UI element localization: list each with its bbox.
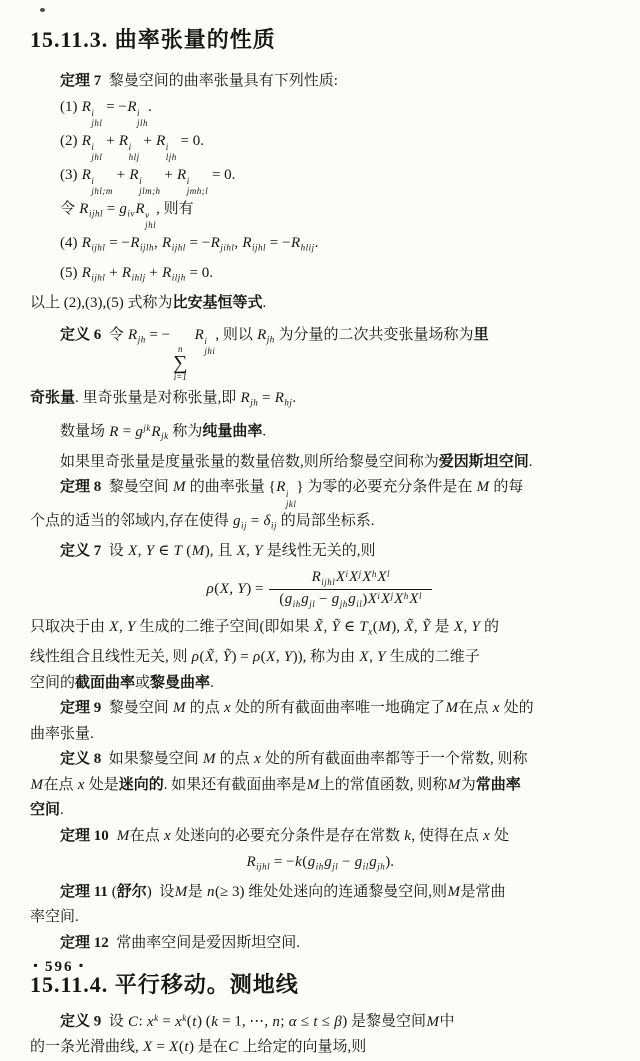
depends-line-1: 只取决于由 X, Y 生成的二维子空间(即如果 X̃, Ỹ ∈ $T_x(M)$, X̃, Ỹ 是 X, Y 的 <box>30 619 500 637</box>
property-2-line: (2) R i jhl + R i hlj + R i ljh = 0. <box>60 132 204 163</box>
fraction <box>269 570 432 609</box>
einstein-space-line: 如果里奇张量是度量张量的数量倍数,则所给黎曼空间称为爱因斯坦空间. <box>60 453 533 470</box>
property-3-line: (3) R i jhl;m + R i jlm;h + R i jmh;l = 0. <box>60 166 236 197</box>
property-5-line: (5) $R_{ijhl} + R_{ihlj} + R_{iljh} = 0$. <box>60 264 213 283</box>
definition-9-line-1: 定义 9 设 C: $x^k = x^k(t) (k = 1$, ⋯, n; α ≤ t ≤ β) 是黎曼空间M中 <box>60 1013 455 1030</box>
document-content <box>30 25 610 1061</box>
scalar-curvature-line: 数量场 $R = g^{jk}R_{jk}$ 称为纯量曲率. <box>60 423 267 442</box>
definition-6-line: 定义 6 令 $R_{jh}$ = − n ∑ i=1 R i jhi , 则以 $R_{jh}$ 为分量的二次共变张量场称为里 <box>60 326 489 382</box>
bianchi-note-line: 以上 (2),(3),(5) 式称为比安基恒等式. <box>30 295 267 311</box>
property-1-line: (1) R i jhl = −R i jlh . <box>60 98 152 129</box>
theorem-10-line: 定理 10 M在点 x 处迷向的必要充分条件是存在常数 k, 使得在点 x 处 <box>60 827 510 844</box>
definition-8-line-3: 空间. <box>30 802 64 819</box>
theorem-8-line-2: 个点的适当的邻域内,存在使得 $g_{ij} = \delta_{ij}$ 的局部坐标系. <box>30 513 375 531</box>
isotropic-formula: $R_{ijhl} = -k(g_{ih}g_{jl} - g_{il}g_{jh})$. <box>246 854 395 872</box>
depends-line-2: 线性组合且线性无关, 则 ρ(X̃, Ỹ) = ρ(X, Y)), 称为由 X, Y 生成的二维子 <box>30 649 480 666</box>
formula-lhs: ρ(X, Y) = <box>206 580 268 597</box>
definition-8-line-1: 定义 8 如果黎曼空间 M 的点 x 处的所有截面曲率都等于一个常数, 则称 <box>60 751 528 768</box>
theorem-7-line: 定理 7 黎曼空间的曲率张量具有下列性质: <box>60 73 338 89</box>
sectional-curvature-formula <box>30 567 610 613</box>
property-4-line: (4) $R_{ijhl} = -R_{ijlh}$, $R_{ijhl} = -R_{jihl}$, $R_{ijhl} = -R_{hlij}$. <box>60 234 319 253</box>
definition-7-line: 定义 7 设 X, Y ∈ T (M), 且 X, Y 是线性无关的,则 <box>60 543 376 560</box>
definition-8-line-2: M在点 x 处是迷向的. 如果还有截面曲率是M上的常值函数, 则称M为常曲率 <box>30 776 521 793</box>
theorem-9-line-2: 曲率张量. <box>30 725 94 742</box>
section-heading-15-11-4: 15.11.4. 平行移动。测地线 <box>30 972 299 998</box>
let-line: 令 $R_{ijhl} = g_{iv}R$ v jhl , 则有 <box>60 200 194 231</box>
theorem-11-line-2: 率空间. <box>30 909 79 926</box>
page-number: ・596・ <box>28 959 91 975</box>
fraction-numerator: $R_{ijhl}X^iX^jX^hX^l$ <box>269 570 432 590</box>
theorem-9-line-1: 定理 9 黎曼空间 M 的点 x 处的所有截面曲率唯一地确定了M在点 x 处的 <box>60 700 534 717</box>
depends-line-3: 空间的截面曲率或黎曼曲率. <box>30 674 214 691</box>
theorem-12-line: 定理 12 常曲率空间是爱因斯坦空间. <box>60 934 301 951</box>
definition-9-line-2: 的一条光滑曲线, X = X(t) 是在C 上给定的向量场,则 <box>30 1039 367 1056</box>
section-heading-15-11-3: 15.11.3. 曲率张量的性质 <box>30 27 276 52</box>
theorem-11-line-1: 定理 11 (舒尔) 设M是 n(≥ 3) 维处处迷向的连通黎曼空间,则M是常曲 <box>60 883 506 900</box>
ricci-tensor-line: 奇张量. 里奇张量是对称张量,即 $R_{jh} = R_{hj}$. <box>30 390 297 408</box>
scan-artifact <box>40 8 45 12</box>
fraction-denominator: $(g_{ih}g_{jl} - g_{jh}g_{il})X^iX^jX^hX^l$ <box>279 590 422 610</box>
theorem-8-line-1: 定理 8 黎曼空间 M 的曲率张量 {R i jkl } 为零的必要充分条件是在 M 的每 <box>60 479 524 509</box>
